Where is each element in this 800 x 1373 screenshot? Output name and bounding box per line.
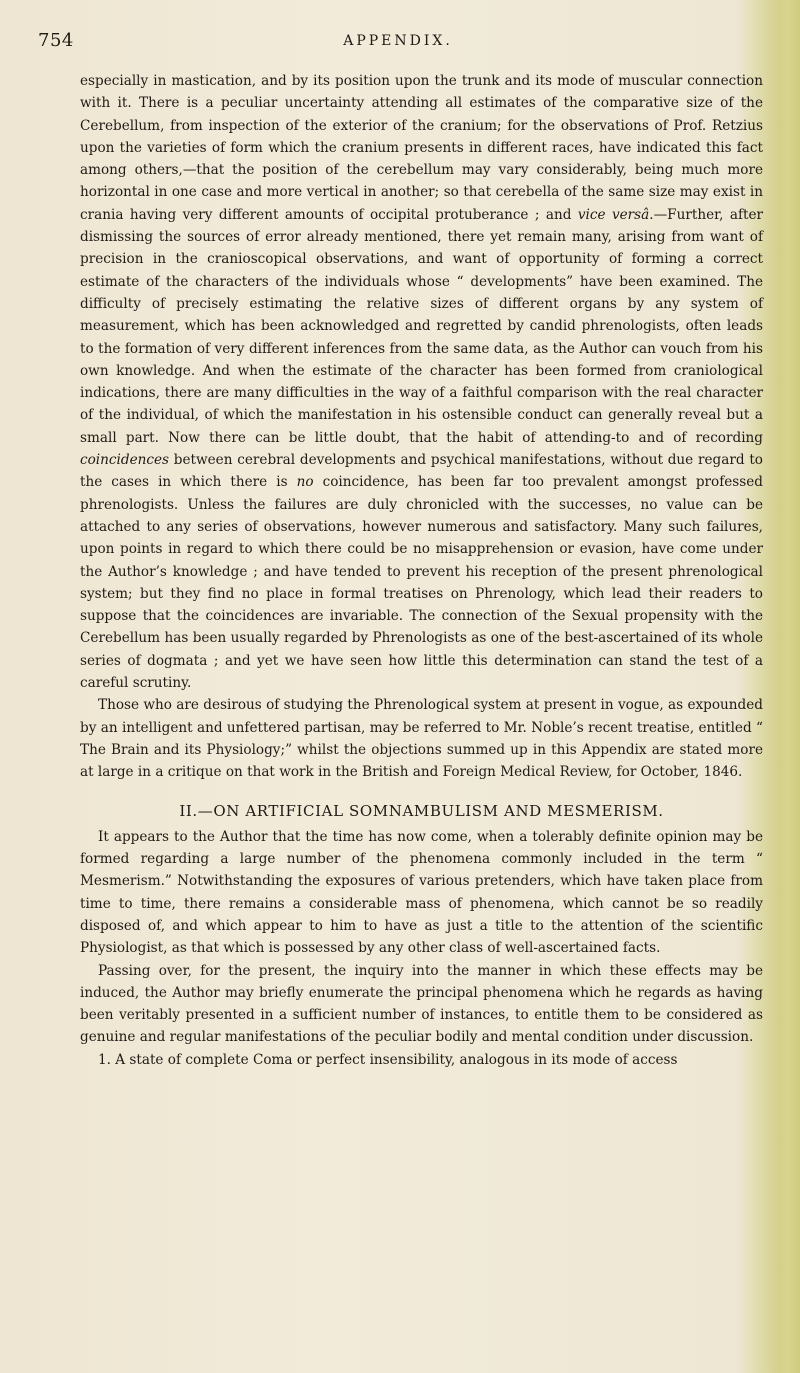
running-head: APPENDIX. — [343, 33, 453, 49]
paragraph-intro: It appears to the Author that the time has now come, when a tolerably definite opinion may be formed regarding a large number of the phenomena commonly included in the term “ Mesmerism.” Notwithstanding the exposures of various pretenders, which have taken place from time to time, there remains a considerable mass of phenomena, which cannot be so readily disposed of, and which appear to him to have as just a title to the attention of the scientific Physiologist, as that which is possessed by any other class of well-ascertained facts. — [80, 828, 763, 957]
paragraph-continued: especially in mastication, and by its position upon the trunk and its mode of muscular connection with it. There is a peculiar uncertainty attending all estimates of the comparative size of the Cerebellum, from inspection of the exterior of the cranium; for the observations of Prof. Retzius upon the varieties of form which the cranium presents in different races, have indicated this fact among others,—that the position of the cerebellum may vary considerably, being much more horizontal in one case and more vertical in another; so that cerebella of the same size may exist in crania having very different amounts of occipital protuberance ; and vice versâ.—Further, after dismissing the sources of error already mentioned, there yet remain many, arising from want of precision in the cranioscopical observations, and want of opportunity of forming a correct estimate of the characters of the individuals whose “ developments” have been examined. The difficulty of precisely estimating the relative sizes of different organs by any system of measurement, which has been acknowledged and regretted by candid phrenologists, often leads to the formation of very different inferences from the same data, as the Author can vouch from his own knowledge. And when the estimate of the character has been formed from craniological indications, there are many difficulties in the way of a faithful comparison with the real character of the individual, of which the manifestation in his ostensible conduct can generally reveal but a small part. Now there can be little doubt, that the habit of attending-to and of recording coincidences between cerebral developments and psychical manifestations, without due regard to the cases in which there is no coincidence, has been far too prevalent amongst professed phrenologists. Unless the failures are duly chronicled with the successes, no value can be attached to any series of observations, however numerous and satisfactory. Many such failures, upon points in regard to which there could be no misapprehension or evasion, have come under the Author’s knowledge ; and have tended to prevent his reception of the present phrenological system; but they find no place in formal treatises on Phrenology, which lead their readers to suppose that the coincidences are invariable. The connection of the Sexual propensity with the Cerebellum has been usually regarded by Phrenologists as one of the best-ascertained of its whole series of dogmata ; and yet we have seen how little this determination can stand the test of a careful scrutiny. — [80, 73, 764, 692]
list-item: 1. A state of complete Coma or perfect insensibility, analogous in its mode of access — [98, 1051, 678, 1068]
paragraph-enumeration: Passing over, for the present, the inquiry into the manner in which these effects may be induced, the Author may briefly enumerate the principal phenomena which he regards as having been veritably presented in a sufficient number of instances, to entitle them to be considered as genuine and regular manifestations of the peculiar bodily and mental condition under discussion. — [80, 962, 763, 1046]
section-heading: II.—ON ARTIFICIAL SOMNAMBULISM AND MESMERISM. — [179, 801, 664, 820]
page-header — [38, 30, 758, 54]
page-number: 754 — [38, 30, 74, 51]
body-text — [80, 70, 763, 1071]
paragraph-references: Those who are desirous of studying the Phrenological system at present in vogue, as expounded by an intelligent and unfettered partisan, may be referred to Mr. Noble’s recent treatise, entitled “ The Brain and its Physiology;” whilst the objections summed up in this Appendix are stated more at large in a critique on that work in the British and Foreign Medical Review, for October, 1846. — [80, 697, 763, 781]
page-edge — [778, 0, 800, 1373]
